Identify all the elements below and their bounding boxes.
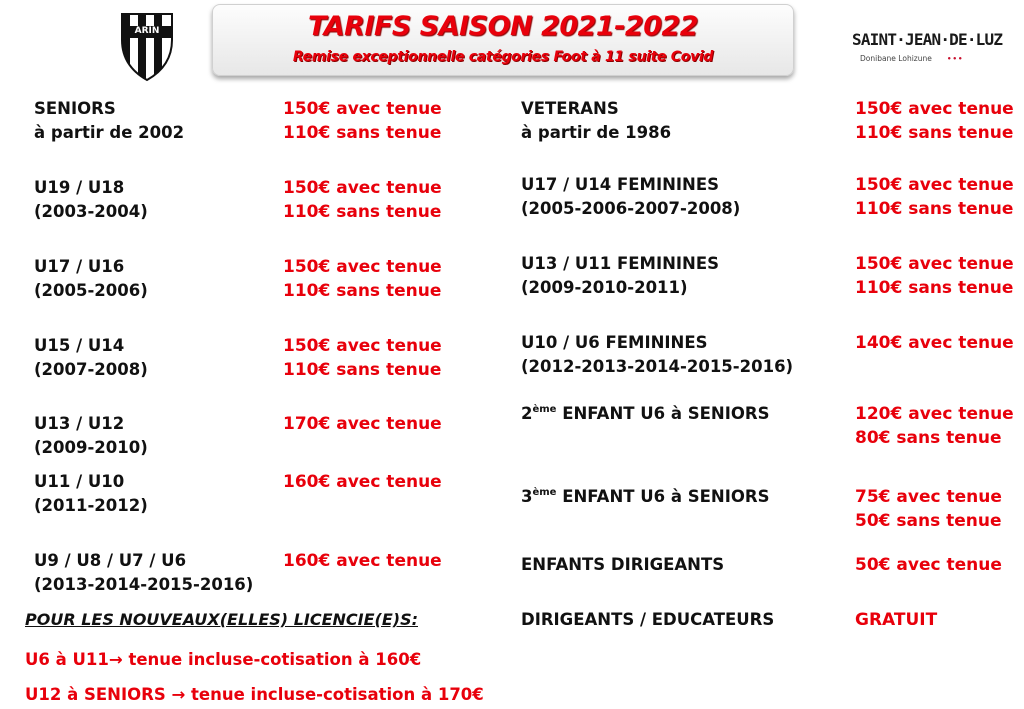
right-category-u17-fem: U17 / U14 FEMININES [521,175,719,194]
left-category-u11: U11 / U10 [34,472,125,491]
arin-logo-text: ARIN [134,26,160,36]
new-members-line-2 [25,683,484,707]
left-detail-u11: (2011-2012) [34,496,148,515]
left-category-u17: U17 / U16 [34,257,125,276]
category-label: ENFANT U6 à SENIORS [556,487,770,506]
right-price1-dirigeants-educateurs: GRATUIT [855,610,938,630]
left-category-u19: U19 / U18 [34,178,125,197]
right-price2-3rd-child: 50€ sans tenue [855,511,1002,531]
right-price1-u10-fem: 140€ avec tenue [855,333,1014,353]
right-detail-u10-fem: (2012-2013-2014-2015-2016) [521,357,794,376]
left-price1-u19: 150€ avec tenue [283,178,442,198]
right-detail-veterans: à partir de 1986 [521,123,672,142]
right-price1-enfants-dirigeants: 50€ avec tenue [855,555,1002,575]
new-members-heading: POUR LES NOUVEAUX(ELLES) LICENCIE(E)S: [25,610,418,629]
right-price1-u17-fem: 150€ avec tenue [855,175,1014,195]
page-subtitle: Remise exceptionnelle catégories Foot à 11 suite Covid [292,49,714,65]
new-members-line-2-text: tenue incluse-cotisation à 170€ [185,685,484,704]
logo-dots: ••• [947,55,964,63]
left-detail-u13: (2009-2010) [34,438,148,457]
left-category-u15: U15 / U14 [34,336,125,355]
left-detail-u15: (2007-2008) [34,360,148,379]
left-price2-u17: 110€ sans tenue [283,281,442,301]
left-detail-u19: (2003-2004) [34,202,148,221]
right-price1-veterans: 150€ avec tenue [855,99,1014,119]
right-category-u10-fem: U10 / U6 FEMININES [521,333,708,352]
right-category-u13-fem: U13 / U11 FEMININES [521,254,719,273]
page-title: TARIFS SAISON 2021-2022 [307,11,699,42]
ordinal-suffix: ème [532,404,557,415]
new-members-line-1-text: tenue incluse-cotisation à 160€ [122,650,422,669]
ordinal-number: 2 [521,404,533,423]
arrow-right-icon: → [108,650,123,669]
right-price1-3rd-child: 75€ avec tenue [855,487,1002,507]
arin-logo [118,10,176,82]
left-detail-seniors: à partir de 2002 [34,123,185,142]
left-price1-u11: 160€ avec tenue [283,472,442,492]
left-price1-u9: 160€ avec tenue [283,551,442,571]
left-detail-u17: (2005-2006) [34,281,148,300]
ordinal-suffix: ème [532,487,557,498]
right-category-2nd-child [521,402,769,426]
ordinal-number: 3 [521,487,533,506]
new-members-line-1 [25,648,421,672]
left-price1-u15: 150€ avec tenue [283,336,442,356]
right-price2-u17-fem: 110€ sans tenue [855,199,1014,219]
new-members-line-2-range: U12 à SENIORS [25,685,172,704]
saint-jean-de-luz-logo: SAINT·JEAN·DE·LUZ [852,30,1003,49]
right-detail-u13-fem: (2009-2010-2011) [521,278,688,297]
right-category-dirigeants-educateurs: DIRIGEANTS / EDUCATEURS [521,610,775,629]
right-category-veterans: VETERANS [521,99,619,118]
right-category-3rd-child [521,485,769,509]
new-members-line-1-range: U6 à U11 [25,650,109,669]
arrow-right-icon: → [171,685,186,704]
title-banner [212,4,794,76]
left-category-u13: U13 / U12 [34,414,125,433]
right-category-enfants-dirigeants: ENFANTS DIRIGEANTS [521,555,725,574]
left-price2-u19: 110€ sans tenue [283,202,442,222]
left-category-seniors: SENIORS [34,99,116,118]
left-price1-seniors: 150€ avec tenue [283,99,442,119]
right-price2-2nd-child: 80€ sans tenue [855,428,1002,448]
left-detail-u9: (2013-2014-2015-2016) [34,575,254,594]
right-price2-u13-fem: 110€ sans tenue [855,278,1014,298]
category-label: ENFANT U6 à SENIORS [556,404,770,423]
right-detail-u17-fem: (2005-2006-2007-2008) [521,199,741,218]
left-price2-u15: 110€ sans tenue [283,360,442,380]
saint-jean-de-luz-logo-subtitle: Donibane Lohizune [860,54,932,63]
left-category-u9: U9 / U8 / U7 / U6 [34,551,187,570]
left-price1-u17: 150€ avec tenue [283,257,442,277]
left-price2-seniors: 110€ sans tenue [283,123,442,143]
right-price1-2nd-child: 120€ avec tenue [855,404,1014,424]
right-price1-u13-fem: 150€ avec tenue [855,254,1014,274]
left-price1-u13: 170€ avec tenue [283,414,442,434]
right-price2-veterans: 110€ sans tenue [855,123,1014,143]
